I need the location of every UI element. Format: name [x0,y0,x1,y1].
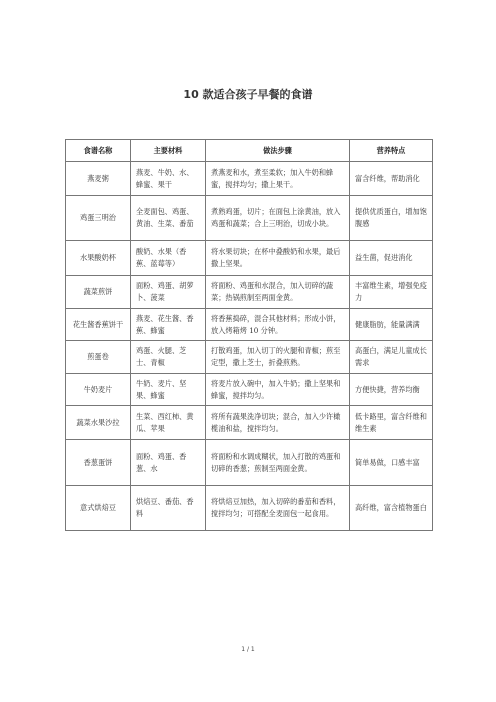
nutrition-cell: 健康脂肪，能量满满 [350,309,433,341]
ingredients-cell: 酸奶、水果（香蕉、蓝莓等） [131,241,206,276]
nutrition-cell: 丰富维生素，增强免疫力 [350,276,433,309]
ingredients-cell: 生菜、西红柿、黄瓜、苹果 [131,406,206,440]
recipe-name-cell: 煎蛋卷 [66,341,131,374]
recipe-name-cell: 蔬菜煎饼 [66,276,131,309]
table-row [66,162,433,196]
header-recipe-name: 食谱名称 [66,140,131,162]
nutrition-cell: 高蛋白，满足儿童成长需求 [350,341,433,374]
table-row [66,276,433,309]
steps-cell: 将面粉、鸡蛋和水混合，加入切碎的蔬菜；热锅煎制至两面金黄。 [206,276,350,309]
recipe-name-cell: 香葱蛋饼 [66,440,131,486]
steps-cell: 将麦片放入碗中，加入牛奶；撒上坚果和蜂蜜，搅拌均匀。 [206,374,350,406]
nutrition-cell: 提供优质蛋白，增加饱腹感 [350,196,433,241]
nutrition-cell: 低卡路里，富含纤维和维生素 [350,406,433,440]
steps-cell: 将面粉和水调成糊状，加入打散的鸡蛋和切碎的香葱；煎制至两面金黄。 [206,440,350,486]
ingredients-cell: 燕麦、牛奶、水、蜂蜜、果干 [131,162,206,196]
header-steps: 做法步骤 [206,140,350,162]
header-main-ingredients: 主要材料 [131,140,206,162]
page-number: 1 / 1 [241,646,255,653]
table-row [66,241,433,276]
ingredients-cell: 面粉、鸡蛋、香葱、水 [131,440,206,486]
nutrition-cell: 简单易做，口感丰富 [350,440,433,486]
ingredients-cell: 鸡蛋、火腿、芝士、青椒 [131,341,206,374]
recipe-name-cell: 花生酱香蕉饼干 [66,309,131,341]
recipe-name-cell: 燕麦粥 [66,162,131,196]
recipe-table [65,139,433,531]
steps-cell: 打散鸡蛋，加入切丁的火腿和青椒；煎至定型，撒上芝士，折叠煎熟。 [206,341,350,374]
steps-cell: 煮燕麦和水，煮至柔软；加入牛奶和蜂蜜，搅拌均匀；撒上果干。 [206,162,350,196]
nutrition-cell: 益生菌，促进消化 [350,241,433,276]
steps-cell: 将香蕉捣碎，混合其他材料；形成小饼，放入烤箱烤 10 分钟。 [206,309,350,341]
recipe-name-cell: 意式烘焙豆 [66,486,131,531]
steps-cell: 将所有蔬果洗净切块；混合，加入少许橄榄油和盐，搅拌均匀。 [206,406,350,440]
page-title: 10 款适合孩子早餐的食谱 [183,88,313,101]
ingredients-cell: 烘焙豆、番茄、香料 [131,486,206,531]
table-row [66,374,433,406]
recipe-name-cell: 蔬菜水果沙拉 [66,406,131,440]
table-header-row [66,140,433,162]
recipe-name-cell: 水果酸奶杯 [66,241,131,276]
table-row [66,196,433,241]
table-row [66,406,433,440]
table-row [66,309,433,341]
recipe-name-cell: 牛奶麦片 [66,374,131,406]
table-row [66,486,433,531]
header-nutrition: 营养特点 [350,140,433,162]
table-row [66,440,433,486]
nutrition-cell: 高纤维，富含植物蛋白 [350,486,433,531]
nutrition-cell: 方便快捷，营养均衡 [350,374,433,406]
ingredients-cell: 面粉、鸡蛋、胡萝卜、菠菜 [131,276,206,309]
ingredients-cell: 全麦面包、鸡蛋、黄油、生菜、番茄 [131,196,206,241]
table-row [66,341,433,374]
ingredients-cell: 牛奶、麦片、坚果、蜂蜜 [131,374,206,406]
steps-cell: 将水果切块；在杯中叠酸奶和水果，最后撒上坚果。 [206,241,350,276]
nutrition-cell: 富含纤维，帮助消化 [350,162,433,196]
ingredients-cell: 燕麦、花生酱、香蕉、蜂蜜 [131,309,206,341]
steps-cell: 将烘焙豆加热，加入切碎的番茄和香料，搅拌均匀；可搭配全麦面包一起食用。 [206,486,350,531]
steps-cell: 煮熟鸡蛋，切片；在面包上涂黄油，放入鸡蛋和蔬菜；合上三明治，切成小块。 [206,196,350,241]
recipe-name-cell: 鸡蛋三明治 [66,196,131,241]
